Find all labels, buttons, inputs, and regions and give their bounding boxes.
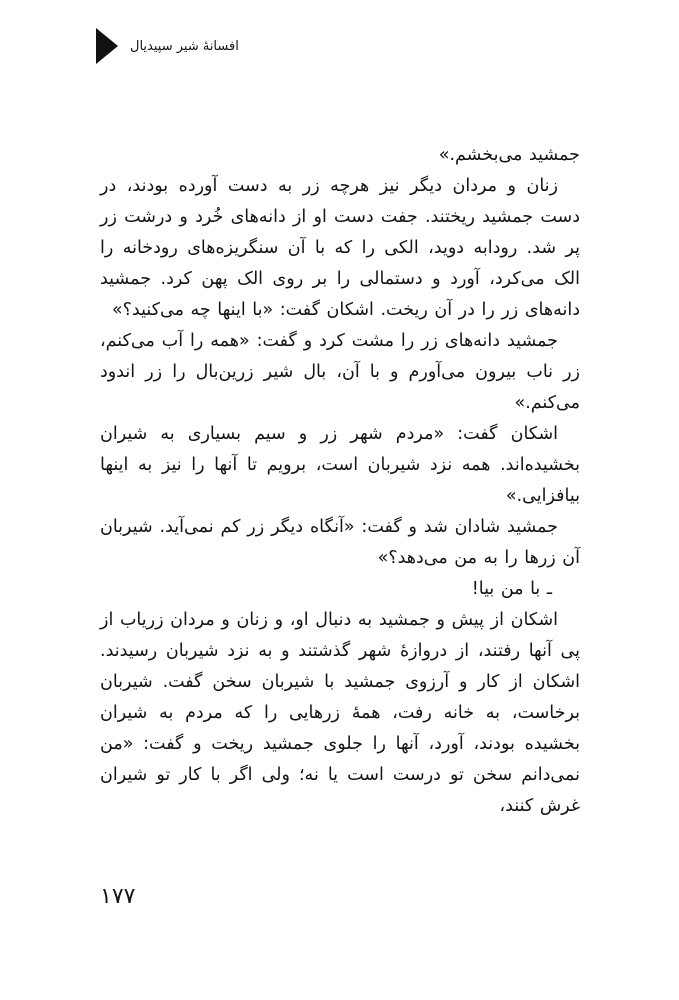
paragraph: جمشید دانه‌های زر را مشت کرد و گفت: «همه را آب می‌کنم، زر ناب بیرون می‌آورم و با آن، بال شیر زرین‌بال را زر اندود می‌کنم.» — [100, 331, 580, 413]
triangle-right-icon — [96, 28, 118, 64]
paragraph: زنان و مردان دیگر نیز هرچه زر به دست آورده بودند، در دست جمشید ریختند. جفت دست او از دانه‌های خُرد و درشت زر پر شد. رودابه دوید، الکی را که با آن سنگریزه‌های رودخانه را الک می‌کرد، آورد و دستمالی را بر روی الک پهن کرد. جمشید دانه‌های زر را در آن ریخت. اشکان گفت: «با اینها چه می‌کنید؟» — [100, 176, 580, 320]
paragraph: اشکان از پیش و جمشید به دنبال او، و زنان و مردان زریاب از پی آنها رفتند، از دروازهٔ شهر گذشتند و به نزد شیربان رسیدند. اشکان از کار و آرزوی جمشید با شیربان سخن گفت. شیربان برخاست، به خانه رفت، همهٔ زرهایی را که مردم به شیران بخشیده بودند، آورد، آنها را جلوی جمشید ریخت و گفت: «من نمی‌دانم سخن تو درست است یا نه؛ ولی اگر با کار تو شیران غرش کنند، — [100, 610, 580, 816]
running-title: افسانهٔ شیر سپیدیال — [130, 38, 239, 54]
page-number: ۱۷۷ — [100, 884, 136, 909]
body-text — [100, 140, 580, 822]
paragraph: اشکان گفت: «مردم شهر زر و سیم بسیاری به شیران بخشیده‌اند. همه نزد شیربان است، برویم تا آنها را نیز به اینها بیافزایی.» — [100, 424, 580, 506]
paragraph: جمشید می‌بخشم.» — [438, 145, 580, 165]
paragraph: جمشید شادان شد و گفت: «آنگاه دیگر زر کم نمی‌آید. شیربان آن زرها را به من می‌دهد؟» — [100, 517, 580, 568]
paragraph: ـ با من بیا! — [471, 579, 552, 599]
running-header — [96, 28, 356, 64]
